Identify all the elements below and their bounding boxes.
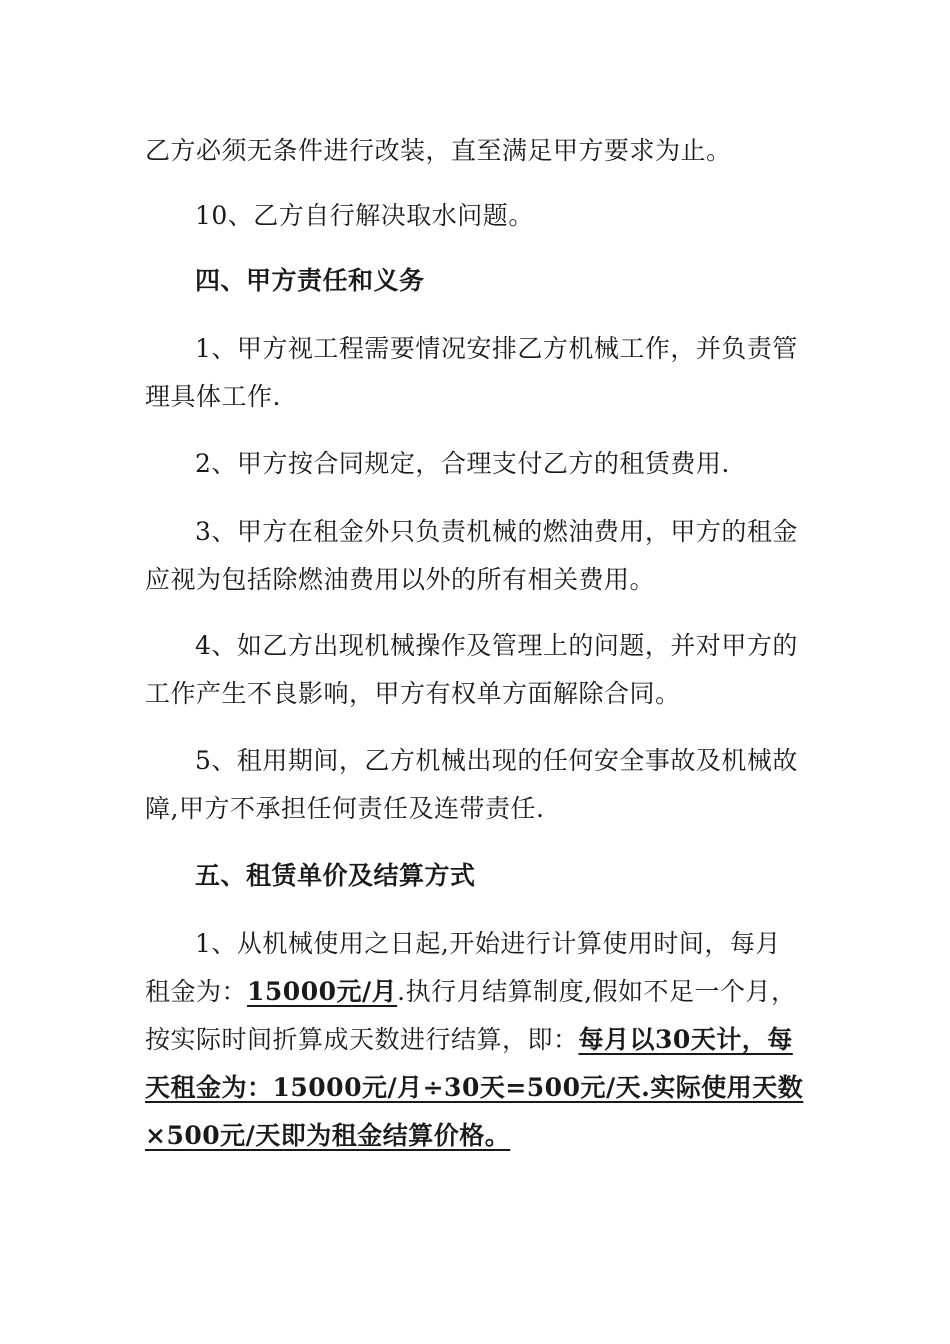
s4-item-3-line-1: 3、甲方在租金外只负责机械的燃油费用，甲方的租金	[195, 517, 798, 546]
s5-item-1-line-2	[145, 976, 797, 1008]
settlement-text: .执行月结算制度,假如不足一个月，	[397, 977, 797, 1006]
s4-item-3-line-2: 应视为包括除燃油费用以外的所有相关费用。	[145, 565, 656, 594]
s4-item-1-line-1: 1、甲方视工程需要情况安排乙方机械工作，并负责管	[195, 334, 798, 363]
s4-item-1-line-2: 理具体工作.	[145, 382, 281, 411]
s5-item-1-line-5: ×500元/天即为租金结算价格。	[145, 1121, 511, 1150]
continuation-line: 乙方必须无条件进行改装，直至满足甲方要求为止。	[145, 136, 732, 165]
s4-item-2: 2、甲方按合同规定，合理支付乙方的租赁费用.	[195, 449, 730, 478]
section-5-heading: 五、租赁单价及结算方式	[195, 861, 476, 890]
rent-label: 租金为：	[145, 977, 248, 1006]
daily-rate-emphasis: 每月以30天计，每	[578, 1025, 793, 1054]
s4-item-4-line-1: 4、如乙方出现机械操作及管理上的问题，并对甲方的	[195, 631, 798, 660]
item-10: 10、乙方自行解决取水问题。	[195, 201, 534, 230]
conversion-text: 按实际时间折算成天数进行结算，即：	[145, 1025, 579, 1054]
s4-item-5-line-2: 障,甲方不承担任何责任及连带责任.	[145, 794, 545, 823]
s4-item-4-line-2: 工作产生不良影响，甲方有权单方面解除合同。	[145, 679, 681, 708]
section-4-heading: 四、甲方责任和义务	[195, 266, 425, 295]
s5-item-1-line-3	[145, 1024, 793, 1056]
s4-item-5-line-1: 5、租用期间，乙方机械出现的任何安全事故及机械故	[195, 746, 798, 775]
s5-item-1-line-1: 1、从机械使用之日起,开始进行计算使用时间，每月	[195, 929, 781, 958]
monthly-price: 15000元/月	[247, 977, 398, 1006]
s5-item-1-line-4: 天租金为：15000元/月÷30天=500元/天.实际使用天数	[145, 1073, 804, 1102]
